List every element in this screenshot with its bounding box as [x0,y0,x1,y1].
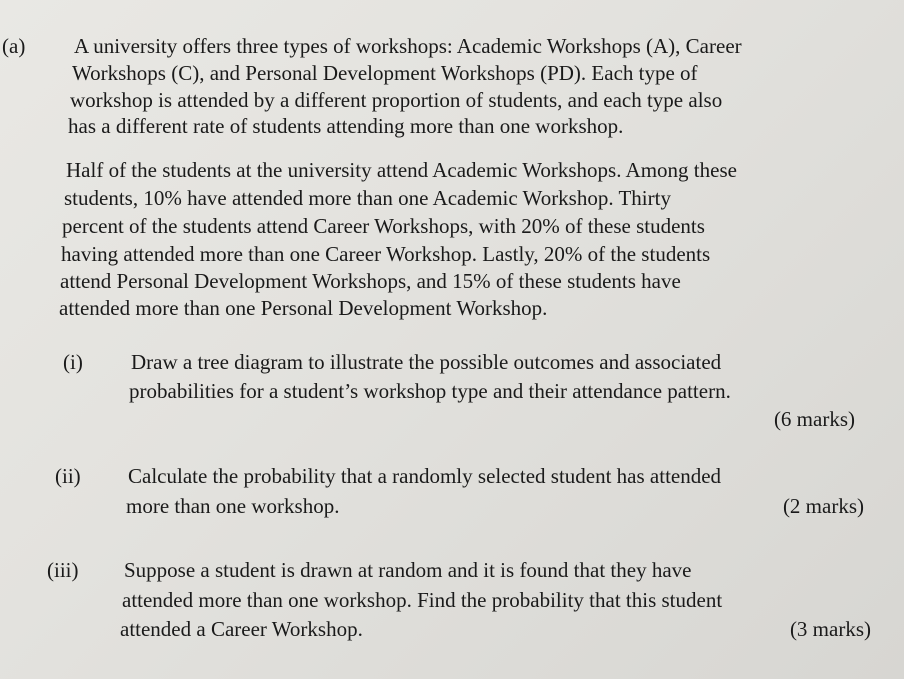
data-line-4: having attended more than one Career Workshop. Lastly, 20% of the students [61,242,711,266]
question-iii-marks: (3 marks) [789,617,871,641]
question-iii-line-3: attended a Career Workshop. [120,617,363,641]
question-iii-label: (iii) [47,558,79,582]
data-line-6: attended more than one Personal Development Workshop. [59,296,548,320]
data-line-2: students, 10% have attended more than one Academic Workshop. Thirty [64,186,671,210]
data-line-5: attend Personal Development Workshops, and 15% of these students have [60,269,681,293]
data-line-1: Half of the students at the university attend Academic Workshops. Among these [66,158,737,182]
question-i-label: (i) [63,350,83,374]
question-i-marks: (6 marks) [773,407,855,431]
intro-line-3: workshop is attended by a different proportion of students, and each type also [70,88,723,112]
question-iii-line-1: Suppose a student is drawn at random and it is found that they have [124,558,692,582]
question-ii-line-1: Calculate the probability that a randomly selected student has attended [128,464,722,488]
question-i-line-2: probabilities for a student’s workshop type and their attendance pattern. [129,379,731,403]
question-ii-label: (ii) [55,464,81,488]
question-ii-marks: (2 marks) [782,494,864,518]
question-i-line-1: Draw a tree diagram to illustrate the possible outcomes and associated [131,350,722,374]
data-line-3: percent of the students attend Career Workshops, with 20% of these students [62,214,705,238]
intro-line-4: has a different rate of students attending more than one workshop. [68,114,624,138]
question-ii-line-2: more than one workshop. [126,494,340,518]
intro-line-2: Workshops (C), and Personal Development Workshops (PD). Each type of [72,61,698,85]
question-iii-line-2: attended more than one workshop. Find the probability that this student [122,588,723,612]
intro-line-1: A university offers three types of workshops: Academic Workshops (A), Career [74,34,742,58]
part-a-label: (a) [2,34,26,58]
